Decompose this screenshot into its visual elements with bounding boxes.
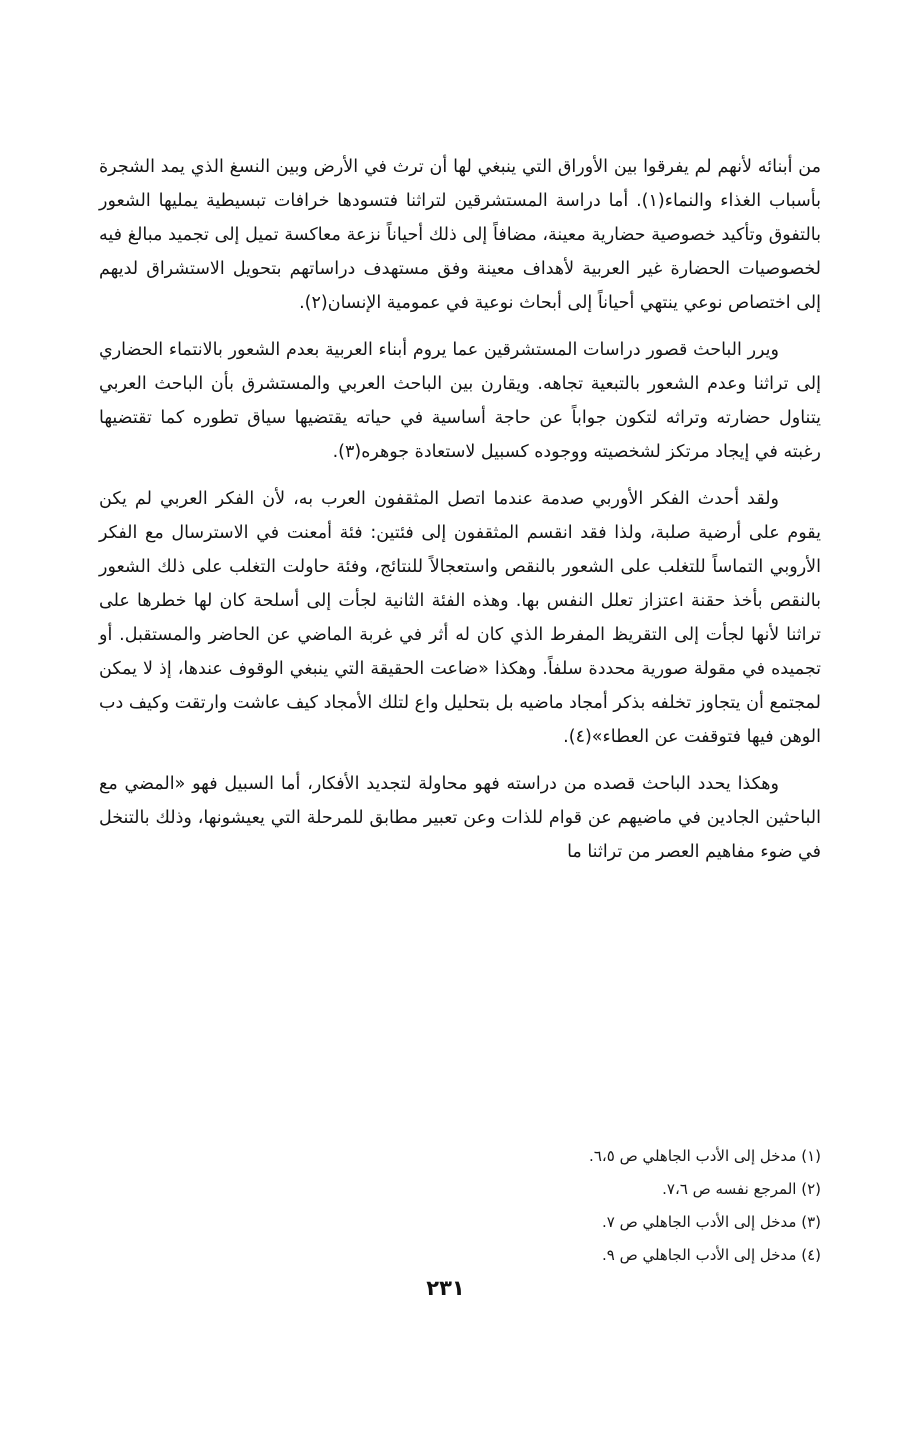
footnotes-section [391,1140,821,1272]
paragraph-2: ويرر الباحث قصور دراسات المستشرقين عما يروم أبناء العربية بعدم الشعور بالانتماء الحضاري إلى تراثنا وعدم الشعور بالتبعية تجاهه. ويقارن بين الباحث العربي والمستشرق بأن الباحث العربي يتناول حضارته وتراثه لتكون جواباً عن حاجة أساسية في حياته يقتضيها سياق تطوره كما تقتضيها رغبته في إيجاد مرتكز لشخصيته ووجوده كسبيل لاستعادة جوهره(٣). [99,340,821,462]
footnote-2: (٢) المرجع نفسه ص ٧،٦. [662,1180,821,1198]
paragraph-3: ولقد أحدث الفكر الأوربي صدمة عندما اتصل المثقفون العرب به، لأن الفكر العربي لم يكن يقوم على أرضية صلبة، ولذا فقد انقسم المثقفون إلى فئتين: فئة أمعنت في الاسترسال مع الفكر الأروبي التماساً للتغلب على الشعور بالنقص واستعجالاً للنتائج، وفئة حاولت التغلب على ذلك الشعور بالنقص بأخذ حقنة اعتزاز تعلل النفس بها. وهذه الفئة الثانية لجأت إلى أسلحة كان لها خطرها على تراثنا لأنها لجأت إلى التقريظ المفرط الذي كان له أثر في غربة الماضي عن الحاضر والمستقبل. أو تجميده في مقولة صورية محددة سلفاً. وهكذا «ضاعت الحقيقة التي ينبغي الوقوف عندها، إذ لا يمكن لمجتمع أن يتجاوز تخلفه بذكر أمجاد ماضيه بل بتحليل واع لتلك الأمجاد كيف عاشت وارتقت وكيف دب الوهن فيها فتوقفت عن العطاء»(٤). [99,489,821,747]
body-text [99,150,821,882]
footnote-1: (١) مدخل إلى الأدب الجاهلي ص ٦،٥. [589,1147,821,1165]
paragraph-1: من أبنائه لأنهم لم يفرقوا بين الأوراق التي ينبغي لها أن ترث في الأرض وبين النسغ الذي يمد الشجرة بأسباب الغذاء والنماء(١). أما دراسة المستشرقين لتراثنا فتسودها خرافات تبسيطية يمليها الشعور بالتفوق وتأكيد خصوصية حضارية معينة، مضافاً إلى ذلك أحياناً نزعة معاكسة تميل إلى تجميد مبالغ فيه لخصوصيات الحضارة غير العربية لأهداف معينة وفق مستهدف دراساتهم بتحويل الاستشراق لديهم إلى اختصاص نوعي ينتهي أحياناً إلى أبحاث نوعية في عمومية الإنسان(٢). [99,157,821,313]
page-number: ٢٣١ [426,1276,465,1300]
footnote-3: (٣) مدخل إلى الأدب الجاهلي ص ٧. [601,1213,821,1231]
footnote-4: (٤) مدخل إلى الأدب الجاهلي ص ٩. [601,1246,821,1264]
paragraph-4: وهكذا يحدد الباحث قصده من دراسته فهو محاولة لتجديد الأفكار، أما السبيل فهو «المضي مع الباحثين الجادين في ماضيهم عن قوام للذات وعن تعبير مطابق للمرحلة التي يعيشونها، وذلك بالتنخل في ضوء مفاهيم العصر من تراثنا ما [99,774,821,862]
